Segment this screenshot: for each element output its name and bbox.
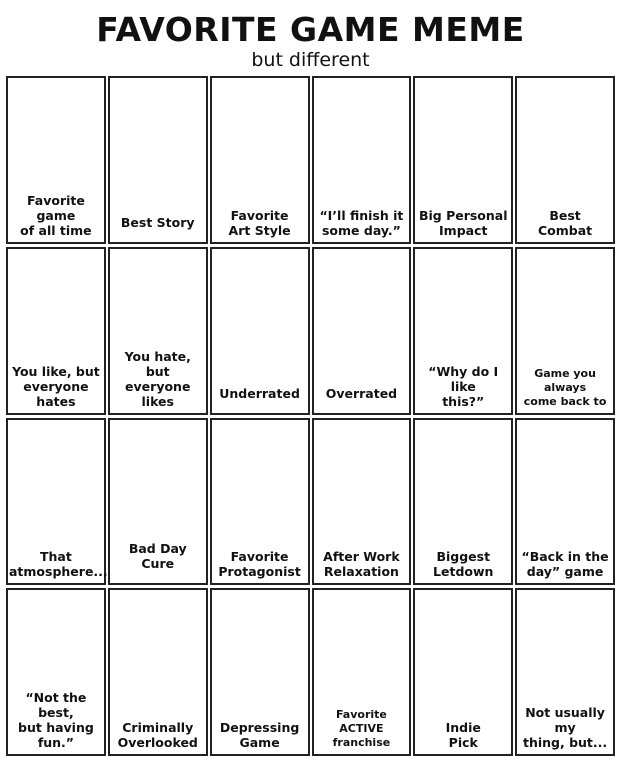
cell-label: “Why do I like this?” — [428, 363, 499, 409]
grid-cell-criminally-overlooked[interactable] — [108, 588, 208, 756]
cell-label: Big Personal Impact — [418, 207, 508, 238]
grid-cell-you-hate-everyone-likes[interactable] — [108, 247, 208, 415]
cell-label: You hate, but everyone likes — [124, 348, 191, 409]
grid-cell-that-atmosphere[interactable] — [6, 418, 106, 586]
grid-cell-finish-some-day[interactable] — [312, 76, 412, 244]
cell-label: “Not the best, but having fun.” — [18, 690, 94, 750]
cell-label: Depressing Game — [219, 720, 300, 750]
cell-label: Best Combat — [538, 207, 593, 238]
grid-cell-favorite-active-franchise[interactable] — [312, 588, 412, 756]
grid-cell-best-combat[interactable] — [515, 76, 615, 244]
cell-label: After Work Relaxation — [323, 549, 400, 580]
page-subtitle: but different — [251, 49, 370, 71]
grid-cell-not-usually-my-thing[interactable] — [515, 588, 615, 756]
cell-label: Favorite Art Style — [228, 207, 291, 238]
grid-cell-favorite-art-style[interactable] — [210, 76, 310, 244]
cell-label: You like, but everyone hates — [12, 363, 100, 409]
cell-label: Best Story — [120, 214, 195, 230]
cell-label: “Back in the day” game — [521, 549, 609, 580]
grid-cell-you-like-everyone-hates[interactable] — [6, 247, 106, 415]
grid-cell-best-story[interactable] — [108, 76, 208, 244]
meme-grid — [6, 76, 615, 756]
cell-label: Bad Day Cure — [128, 541, 187, 572]
cell-label: Indie Pick — [445, 720, 481, 750]
grid-cell-depressing-game[interactable] — [210, 588, 310, 756]
grid-cell-not-the-best[interactable] — [6, 588, 106, 756]
grid-cell-after-work-relaxation[interactable] — [312, 418, 412, 586]
cell-label: That atmosphere... — [9, 549, 108, 580]
cell-label: Favorite Protagonist — [218, 549, 301, 580]
grid-cell-overrated[interactable] — [312, 247, 412, 415]
cell-label: “I’ll finish it some day.” — [319, 207, 404, 238]
grid-cell-why-do-i-like-this[interactable] — [413, 247, 513, 415]
grid-cell-biggest-letdown[interactable] — [413, 418, 513, 586]
cell-label: Criminally Overlooked — [117, 720, 198, 750]
grid-cell-favorite-game[interactable] — [6, 76, 106, 244]
cell-label: Favorite game of all time — [20, 192, 92, 238]
grid-cell-indie-pick[interactable] — [413, 588, 513, 756]
cell-label: Game you always come back to — [523, 366, 607, 408]
cell-label: Underrated — [219, 385, 300, 401]
grid-cell-bad-day-cure[interactable] — [108, 418, 208, 586]
grid-cell-big-personal-impact[interactable] — [413, 76, 513, 244]
page-title: FAVORITE GAME MEME — [96, 10, 525, 49]
cell-label: Favorite ACTIVE franchise — [332, 708, 391, 749]
grid-cell-always-come-back-to[interactable] — [515, 247, 615, 415]
cell-label: Biggest Letdown — [433, 549, 494, 580]
grid-cell-favorite-protagonist[interactable] — [210, 418, 310, 586]
grid-cell-back-in-the-day[interactable] — [515, 418, 615, 586]
cell-label: Overrated — [325, 385, 398, 401]
grid-cell-underrated[interactable] — [210, 247, 310, 415]
cell-label: Not usually my thing, but... — [522, 705, 608, 750]
